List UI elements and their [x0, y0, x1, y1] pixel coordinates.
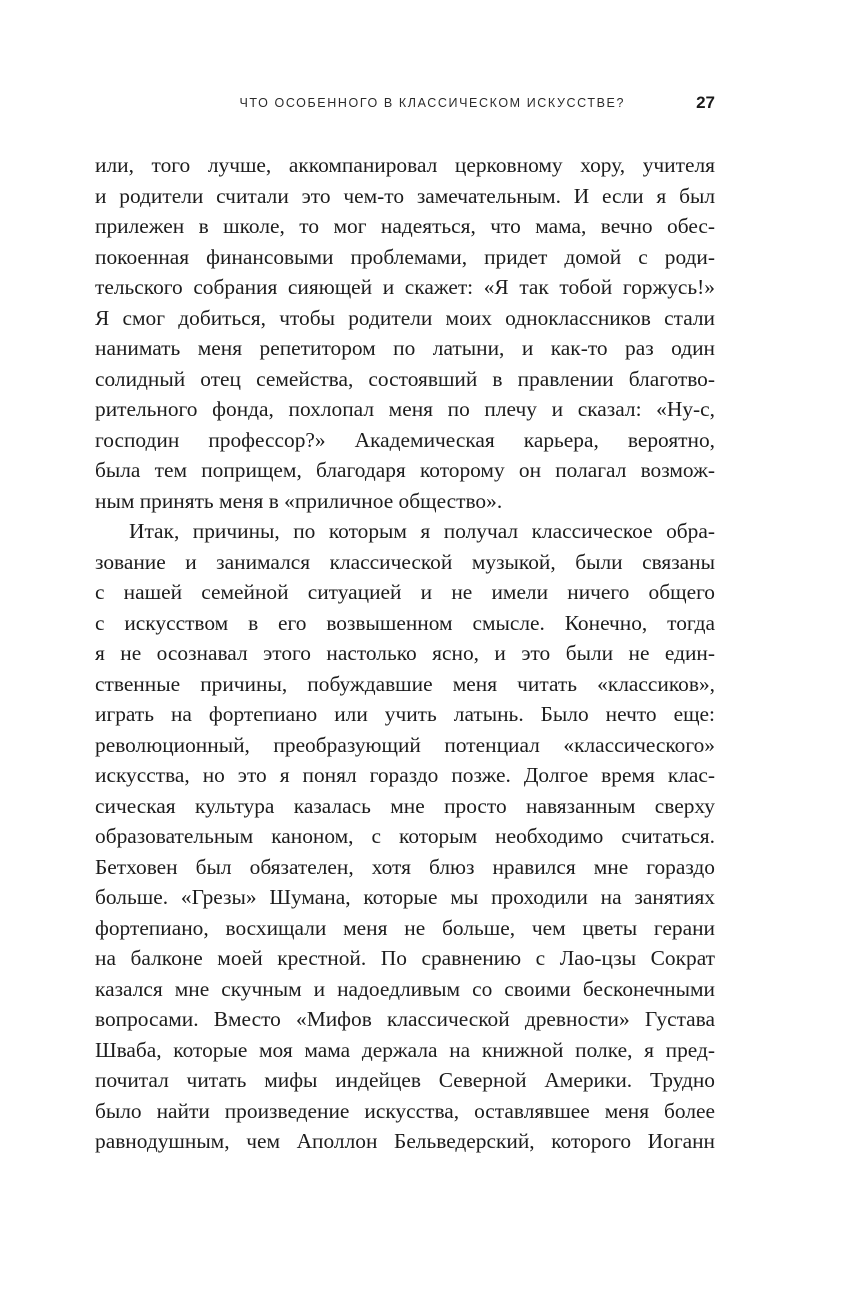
text-line: образовательным каноном, с которым необходимо считаться. [95, 824, 715, 848]
text-line: сическая культура казалась мне просто навязанным сверху [95, 793, 715, 818]
text-line: я не осознавал этого настолько ясно, и это были не един- [95, 641, 715, 665]
text-line: казался мне скучным и надоедливым со своими бесконечными [95, 976, 715, 1001]
text-line: Я смог добиться, чтобы родители моих одноклассников стали [95, 305, 715, 330]
running-title: ЧТО ОСОБЕННОГО В КЛАССИЧЕСКОМ ИСКУССТВЕ? [239, 96, 625, 110]
text-line: покоенная финансовыми проблемами, придет домой с роди- [95, 244, 715, 269]
text-line: нанимать меня репетитором по латыни, и как-то раз один [95, 336, 715, 360]
text-line: с искусством в его возвышенном смысле. Конечно, тогда [95, 610, 715, 635]
text-line: на балконе моей крестной. По сравнению с Лао-цзы Сократ [95, 946, 715, 970]
book-page [95, 92, 715, 1157]
text-line: ным принять меня в «приличное общество». [95, 488, 503, 513]
text-line: было найти произведение искусства, оставлявшее меня более [95, 1098, 715, 1123]
body-text [95, 150, 715, 1157]
text-line: революционный, преобразующий потенциал «классического» [95, 732, 715, 757]
text-line: Шваба, которые моя мама держала на книжной полке, я пред- [95, 1037, 715, 1062]
text-line: тельского собрания сияющей и скажет: «Я так тобой горжусь!» [95, 275, 715, 299]
text-line: больше. «Грезы» Шумана, которые мы проходили на занятиях [95, 885, 715, 909]
text-line: Бетховен был обязателен, хотя блюз нравился мне гораздо [95, 854, 715, 879]
text-line: солидный отец семейства, состоявший в правлении благотво- [95, 366, 715, 391]
text-line: почитал читать мифы индейцев Северной Америки. Трудно [95, 1068, 715, 1092]
text-line: Итак, причины, по которым я получал классическое обра- [129, 519, 715, 543]
paragraph-2 [95, 516, 715, 1157]
text-line: рительного фонда, похлопал меня по плечу и сказал: «Ну-с, [95, 397, 715, 421]
text-line: была тем поприщем, благодаря которому он полагал возмож- [95, 458, 715, 482]
text-line: играть на фортепиано или учить латынь. Было нечто еще: [95, 702, 715, 726]
text-line: равнодушным, чем Аполлон Бельведерский, которого Иоганн [95, 1129, 715, 1153]
text-line: прилежен в школе, то мог надеяться, что мама, вечно обес- [95, 214, 715, 238]
text-line: вопросами. Вместо «Мифов классической древности» Густава [95, 1007, 715, 1031]
text-line: искусства, но это я понял гораздо позже. Долгое время клас- [95, 763, 715, 787]
text-line: господин профессор?» Академическая карьера, вероятно, [95, 427, 715, 452]
text-line: или, того лучше, аккомпанировал церковному хору, учителя [95, 153, 715, 177]
running-head [95, 92, 715, 124]
text-line: ственные причины, побуждавшие меня читать «классиков», [95, 671, 715, 696]
paragraph-1 [95, 150, 715, 516]
text-line: и родители считали это чем-то замечательным. И если я был [95, 183, 715, 208]
page-number: 27 [696, 93, 715, 112]
text-line: с нашей семейной ситуацией и не имели ничего общего [95, 580, 715, 604]
text-line: фортепиано, восхищали меня не больше, чем цветы герани [95, 915, 715, 940]
text-line: зование и занимался классической музыкой, были связаны [95, 549, 715, 574]
